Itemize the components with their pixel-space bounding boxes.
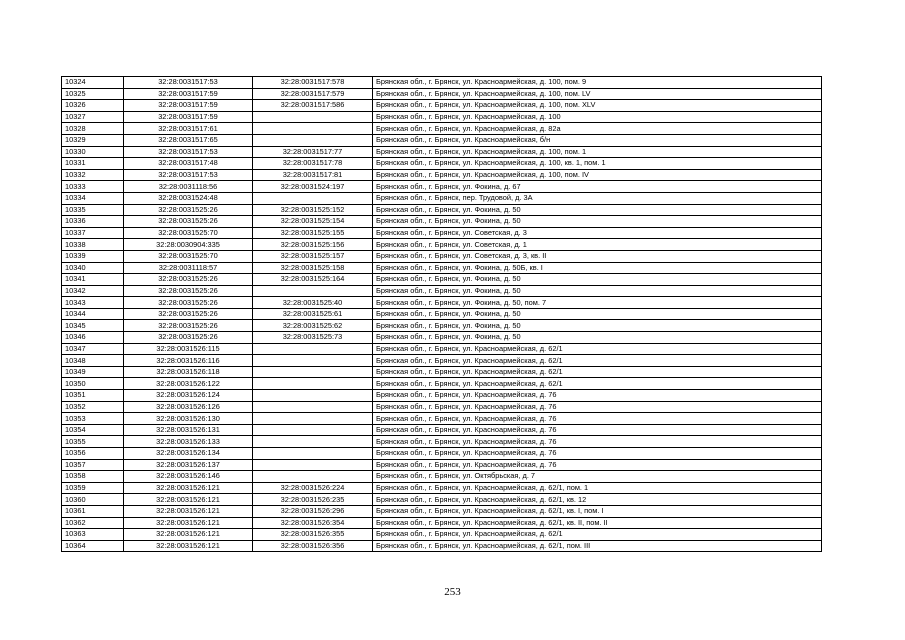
- address-cell: Брянская обл., г. Брянск, ул. Красноармейская, д. 76: [373, 459, 822, 471]
- object-cadastral-number-cell: 32:28:0031526:356: [253, 540, 373, 552]
- row-number-cell: 10342: [62, 285, 124, 297]
- cadastral-number-cell: 32:28:0031526:146: [124, 471, 253, 483]
- cadastral-number-cell: 32:28:0031525:26: [124, 320, 253, 332]
- cadastral-number-cell: 32:28:0031525:70: [124, 227, 253, 239]
- cadastral-number-cell: 32:28:0031525:26: [124, 204, 253, 216]
- address-cell: Брянская обл., г. Брянск, ул. Красноармейская, д. 62/1: [373, 378, 822, 390]
- table-row: [62, 366, 822, 378]
- table-row: [62, 494, 822, 506]
- object-cadastral-number-cell: 32:28:0031524:197: [253, 181, 373, 193]
- row-number-cell: 10346: [62, 332, 124, 344]
- table-row: [62, 88, 822, 100]
- cadastral-number-cell: 32:28:0031525:26: [124, 308, 253, 320]
- table-row: [62, 77, 822, 89]
- cadastral-number-cell: 32:28:0031526:121: [124, 540, 253, 552]
- row-number-cell: 10336: [62, 216, 124, 228]
- table-row: [62, 332, 822, 344]
- address-cell: Брянская обл., г. Брянск, ул. Советская, д. 3, кв. II: [373, 250, 822, 262]
- address-cell: Брянская обл., г. Брянск, ул. Фокина, д. 50: [373, 332, 822, 344]
- cadastral-number-cell: 32:28:0031526:137: [124, 459, 253, 471]
- table-row: [62, 482, 822, 494]
- page-number: 253: [444, 586, 461, 598]
- cadastral-number-cell: 32:28:0031517:65: [124, 134, 253, 146]
- address-cell: Брянская обл., г. Брянск, ул. Красноармейская, д. 62/1, пом. III: [373, 540, 822, 552]
- cadastral-number-cell: 32:28:0031526:116: [124, 355, 253, 367]
- row-number-cell: 10329: [62, 134, 124, 146]
- row-number-cell: 10356: [62, 448, 124, 460]
- address-cell: Брянская обл., г. Брянск, ул. Красноармейская, д. 100, пом. XLV: [373, 100, 822, 112]
- object-cadastral-number-cell: 32:28:0031526:296: [253, 505, 373, 517]
- object-cadastral-number-cell: [253, 285, 373, 297]
- address-cell: Брянская обл., г. Брянск, пер. Трудовой, д. 3А: [373, 192, 822, 204]
- table-row: [62, 471, 822, 483]
- table-row: [62, 459, 822, 471]
- row-number-cell: 10359: [62, 482, 124, 494]
- row-number-cell: 10345: [62, 320, 124, 332]
- object-cadastral-number-cell: [253, 459, 373, 471]
- row-number-cell: 10335: [62, 204, 124, 216]
- row-number-cell: 10330: [62, 146, 124, 158]
- row-number-cell: 10353: [62, 413, 124, 425]
- object-cadastral-number-cell: [253, 134, 373, 146]
- table-row: [62, 274, 822, 286]
- address-cell: Брянская обл., г. Брянск, ул. Красноармейская, д. 100: [373, 111, 822, 123]
- address-cell: Брянская обл., г. Брянск, ул. Красноармейская, д. 76: [373, 424, 822, 436]
- cadastral-number-cell: 32:28:0031526:126: [124, 401, 253, 413]
- table-row: [62, 158, 822, 170]
- cadastral-number-cell: 32:28:0031526:134: [124, 448, 253, 460]
- row-number-cell: 10364: [62, 540, 124, 552]
- cadastral-number-cell: 32:28:0031525:26: [124, 297, 253, 309]
- table-row: [62, 146, 822, 158]
- table-row: [62, 204, 822, 216]
- address-cell: Брянская обл., г. Брянск, ул. Фокина, д. 50: [373, 320, 822, 332]
- object-cadastral-number-cell: [253, 413, 373, 425]
- row-number-cell: 10327: [62, 111, 124, 123]
- row-number-cell: 10354: [62, 424, 124, 436]
- row-number-cell: 10352: [62, 401, 124, 413]
- object-cadastral-number-cell: 32:28:0031525:158: [253, 262, 373, 274]
- address-cell: Брянская обл., г. Брянск, ул. Красноармейская, д. 76: [373, 390, 822, 402]
- cadastral-number-cell: 32:28:0031517:59: [124, 100, 253, 112]
- row-number-cell: 10324: [62, 77, 124, 89]
- address-cell: Брянская обл., г. Брянск, ул. Красноармейская, д. 62/1, пом. 1: [373, 482, 822, 494]
- table-row: [62, 216, 822, 228]
- address-cell: Брянская обл., г. Брянск, ул. Красноармейская, д. 100, пом. 1: [373, 146, 822, 158]
- table-row: [62, 540, 822, 552]
- address-cell: Брянская обл., г. Брянск, ул. Фокина, д. 50: [373, 308, 822, 320]
- cadastral-number-cell: 32:28:0031525:26: [124, 332, 253, 344]
- row-number-cell: 10340: [62, 262, 124, 274]
- address-cell: Брянская обл., г. Брянск, ул. Красноармейская, д. 62/1: [373, 355, 822, 367]
- row-number-cell: 10343: [62, 297, 124, 309]
- row-number-cell: 10325: [62, 88, 124, 100]
- row-number-cell: 10332: [62, 169, 124, 181]
- table-row: [62, 227, 822, 239]
- address-cell: Брянская обл., г. Брянск, ул. Красноармейская, д. 76: [373, 436, 822, 448]
- object-cadastral-number-cell: [253, 401, 373, 413]
- cadastral-number-cell: 32:28:0031517:53: [124, 77, 253, 89]
- object-cadastral-number-cell: [253, 123, 373, 135]
- table-row: [62, 505, 822, 517]
- cadastral-number-cell: 32:28:0031517:48: [124, 158, 253, 170]
- table-row: [62, 390, 822, 402]
- address-cell: Брянская обл., г. Брянск, ул. Красноармейская, д. 62/1, кв. I, пом. I: [373, 505, 822, 517]
- cadastral-number-cell: 32:28:0031524:48: [124, 192, 253, 204]
- row-number-cell: 10357: [62, 459, 124, 471]
- cadastral-number-cell: 32:28:0031526:121: [124, 482, 253, 494]
- address-cell: Брянская обл., г. Брянск, ул. Красноармейская, д. 76: [373, 401, 822, 413]
- object-cadastral-number-cell: 32:28:0031526:235: [253, 494, 373, 506]
- table-row: [62, 134, 822, 146]
- object-cadastral-number-cell: [253, 471, 373, 483]
- cadastral-number-cell: 32:28:0031517:59: [124, 88, 253, 100]
- row-number-cell: 10351: [62, 390, 124, 402]
- row-number-cell: 10333: [62, 181, 124, 193]
- address-cell: Брянская обл., г. Брянск, ул. Красноармейская, д. 100, пом. 9: [373, 77, 822, 89]
- table-row: [62, 378, 822, 390]
- table-row: [62, 448, 822, 460]
- object-cadastral-number-cell: [253, 366, 373, 378]
- address-cell: Брянская обл., г. Брянск, ул. Красноармейская, д. 100, пом. IV: [373, 169, 822, 181]
- cadastral-number-cell: 32:28:0031526:121: [124, 529, 253, 541]
- object-cadastral-number-cell: [253, 111, 373, 123]
- address-cell: Брянская обл., г. Брянск, ул. Фокина, д. 67: [373, 181, 822, 193]
- object-cadastral-number-cell: 32:28:0031517:586: [253, 100, 373, 112]
- table-row: [62, 262, 822, 274]
- row-number-cell: 10331: [62, 158, 124, 170]
- cadastral-number-cell: 32:28:0031526:131: [124, 424, 253, 436]
- cadastral-number-cell: 32:28:0031526:122: [124, 378, 253, 390]
- row-number-cell: 10344: [62, 308, 124, 320]
- row-number-cell: 10326: [62, 100, 124, 112]
- object-cadastral-number-cell: 32:28:0031525:40: [253, 297, 373, 309]
- row-number-cell: 10338: [62, 239, 124, 251]
- table-row: [62, 192, 822, 204]
- cadastral-number-cell: 32:28:0031526:121: [124, 517, 253, 529]
- address-cell: Брянская обл., г. Брянск, ул. Советская, д. 1: [373, 239, 822, 251]
- row-number-cell: 10362: [62, 517, 124, 529]
- object-cadastral-number-cell: 32:28:0031517:78: [253, 158, 373, 170]
- registry-table: [61, 76, 822, 552]
- address-cell: Брянская обл., г. Брянск, ул. Красноармейская, д. 76: [373, 413, 822, 425]
- cadastral-number-cell: 32:28:0030904:335: [124, 239, 253, 251]
- object-cadastral-number-cell: 32:28:0031525:156: [253, 239, 373, 251]
- object-cadastral-number-cell: 32:28:0031525:62: [253, 320, 373, 332]
- table-row: [62, 436, 822, 448]
- address-cell: Брянская обл., г. Брянск, ул. Фокина, д. 50, пом. 7: [373, 297, 822, 309]
- object-cadastral-number-cell: [253, 343, 373, 355]
- table-row: [62, 250, 822, 262]
- address-cell: Брянская обл., г. Брянск, ул. Фокина, д. 50: [373, 274, 822, 286]
- object-cadastral-number-cell: 32:28:0031526:224: [253, 482, 373, 494]
- row-number-cell: 10339: [62, 250, 124, 262]
- cadastral-number-cell: 32:28:0031517:53: [124, 169, 253, 181]
- address-cell: Брянская обл., г. Брянск, ул. Красноармейская, д. 100, кв. 1, пом. 1: [373, 158, 822, 170]
- row-number-cell: 10334: [62, 192, 124, 204]
- table-row: [62, 517, 822, 529]
- address-cell: Брянская обл., г. Брянск, ул. Красноармейская, д. 62/1: [373, 343, 822, 355]
- table-row: [62, 239, 822, 251]
- address-cell: Брянская обл., г. Брянск, ул. Фокина, д. 50: [373, 204, 822, 216]
- object-cadastral-number-cell: [253, 436, 373, 448]
- cadastral-number-cell: 32:28:0031517:61: [124, 123, 253, 135]
- table-row: [62, 181, 822, 193]
- table-row: [62, 413, 822, 425]
- table-row: [62, 100, 822, 112]
- cadastral-number-cell: 32:28:0031525:26: [124, 285, 253, 297]
- address-cell: Брянская обл., г. Брянск, ул. Фокина, д. 50Б, кв. I: [373, 262, 822, 274]
- object-cadastral-number-cell: [253, 355, 373, 367]
- row-number-cell: 10361: [62, 505, 124, 517]
- object-cadastral-number-cell: 32:28:0031517:81: [253, 169, 373, 181]
- cadastral-number-cell: 32:28:0031118:56: [124, 181, 253, 193]
- object-cadastral-number-cell: [253, 448, 373, 460]
- table-row: [62, 529, 822, 541]
- registry-table-body: [62, 77, 822, 552]
- address-cell: Брянская обл., г. Брянск, ул. Красноармейская, д. 62/1, кв. 12: [373, 494, 822, 506]
- object-cadastral-number-cell: 32:28:0031525:61: [253, 308, 373, 320]
- cadastral-number-cell: 32:28:0031526:130: [124, 413, 253, 425]
- table-row: [62, 355, 822, 367]
- address-cell: Брянская обл., г. Брянск, ул. Октябрьская, д. 7: [373, 471, 822, 483]
- table-row: [62, 320, 822, 332]
- table-row: [62, 111, 822, 123]
- address-cell: Брянская обл., г. Брянск, ул. Фокина, д. 50: [373, 216, 822, 228]
- cadastral-number-cell: 32:28:0031525:26: [124, 274, 253, 286]
- row-number-cell: 10360: [62, 494, 124, 506]
- object-cadastral-number-cell: [253, 192, 373, 204]
- address-cell: Брянская обл., г. Брянск, ул. Красноармейская, д. 62/1: [373, 366, 822, 378]
- row-number-cell: 10363: [62, 529, 124, 541]
- cadastral-number-cell: 32:28:0031526:121: [124, 494, 253, 506]
- row-number-cell: 10355: [62, 436, 124, 448]
- cadastral-number-cell: 32:28:0031525:70: [124, 250, 253, 262]
- cadastral-number-cell: 32:28:0031525:26: [124, 216, 253, 228]
- cadastral-number-cell: 32:28:0031526:121: [124, 505, 253, 517]
- address-cell: Брянская обл., г. Брянск, ул. Красноармейская, б/н: [373, 134, 822, 146]
- address-cell: Брянская обл., г. Брянск, ул. Красноармейская, д. 62/1: [373, 529, 822, 541]
- address-cell: Брянская обл., г. Брянск, ул. Красноармейская, д. 82а: [373, 123, 822, 135]
- object-cadastral-number-cell: 32:28:0031525:164: [253, 274, 373, 286]
- object-cadastral-number-cell: 32:28:0031526:354: [253, 517, 373, 529]
- object-cadastral-number-cell: 32:28:0031525:73: [253, 332, 373, 344]
- cadastral-number-cell: 32:28:0031526:124: [124, 390, 253, 402]
- table-row: [62, 424, 822, 436]
- object-cadastral-number-cell: 32:28:0031525:154: [253, 216, 373, 228]
- table-row: [62, 123, 822, 135]
- object-cadastral-number-cell: [253, 390, 373, 402]
- address-cell: Брянская обл., г. Брянск, ул. Фокина, д. 50: [373, 285, 822, 297]
- address-cell: Брянская обл., г. Брянск, ул. Красноармейская, д. 76: [373, 448, 822, 460]
- row-number-cell: 10341: [62, 274, 124, 286]
- address-cell: Брянская обл., г. Брянск, ул. Красноармейская, д. 62/1, кв. II, пом. II: [373, 517, 822, 529]
- cadastral-number-cell: 32:28:0031526:115: [124, 343, 253, 355]
- row-number-cell: 10348: [62, 355, 124, 367]
- object-cadastral-number-cell: [253, 378, 373, 390]
- object-cadastral-number-cell: [253, 424, 373, 436]
- row-number-cell: 10337: [62, 227, 124, 239]
- cadastral-number-cell: 32:28:0031517:53: [124, 146, 253, 158]
- object-cadastral-number-cell: 32:28:0031525:157: [253, 250, 373, 262]
- object-cadastral-number-cell: 32:28:0031526:355: [253, 529, 373, 541]
- cadastral-number-cell: 32:28:0031118:57: [124, 262, 253, 274]
- object-cadastral-number-cell: 32:28:0031517:578: [253, 77, 373, 89]
- table-row: [62, 401, 822, 413]
- table-row: [62, 285, 822, 297]
- table-row: [62, 343, 822, 355]
- cadastral-number-cell: 32:28:0031526:133: [124, 436, 253, 448]
- row-number-cell: 10350: [62, 378, 124, 390]
- table-row: [62, 297, 822, 309]
- address-cell: Брянская обл., г. Брянск, ул. Советская, д. 3: [373, 227, 822, 239]
- table-row: [62, 169, 822, 181]
- cadastral-number-cell: 32:28:0031526:118: [124, 366, 253, 378]
- object-cadastral-number-cell: 32:28:0031525:155: [253, 227, 373, 239]
- object-cadastral-number-cell: 32:28:0031525:152: [253, 204, 373, 216]
- row-number-cell: 10349: [62, 366, 124, 378]
- row-number-cell: 10347: [62, 343, 124, 355]
- table-row: [62, 308, 822, 320]
- row-number-cell: 10328: [62, 123, 124, 135]
- cadastral-number-cell: 32:28:0031517:59: [124, 111, 253, 123]
- object-cadastral-number-cell: 32:28:0031517:77: [253, 146, 373, 158]
- address-cell: Брянская обл., г. Брянск, ул. Красноармейская, д. 100, пом. LV: [373, 88, 822, 100]
- row-number-cell: 10358: [62, 471, 124, 483]
- object-cadastral-number-cell: 32:28:0031517:579: [253, 88, 373, 100]
